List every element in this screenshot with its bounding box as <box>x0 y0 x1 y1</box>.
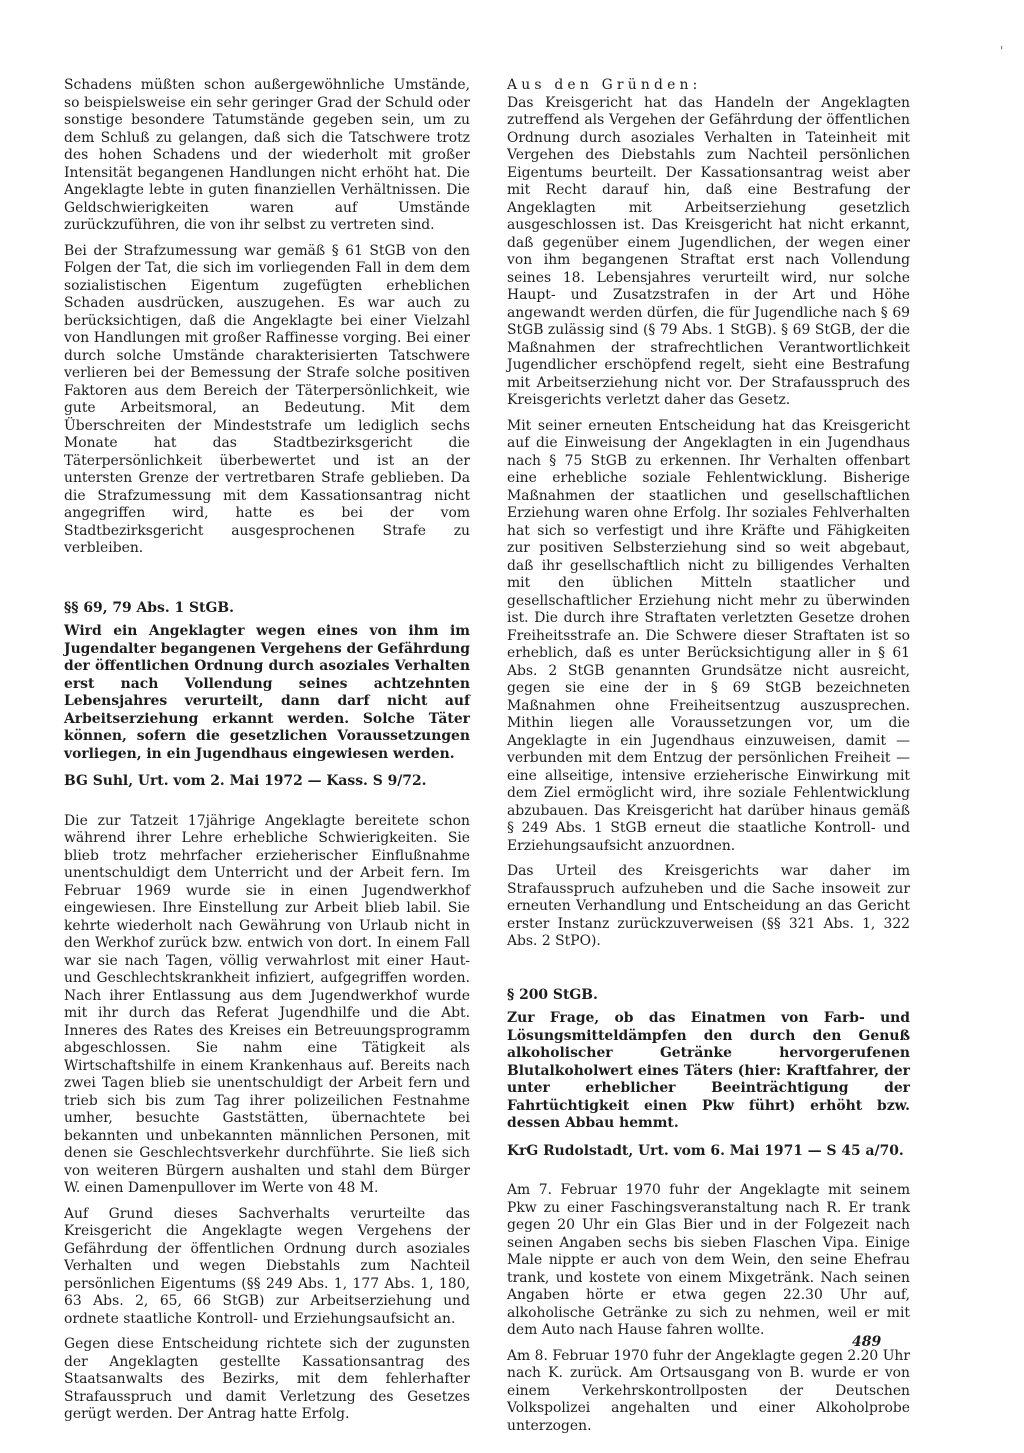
right-column <box>507 77 910 1443</box>
headnote: Wird ein Angeklagter wegen eines von ihm im Jugendalter begangenen Vergehens der Gefährdung der öffentlichen Ordnung durch asoziales Verhalten erst nach Vollendung seines achtzehnten Lebensjahres verurteilt, dann darf nicht auf Arbeitserziehung erkannt werden. Solche Täter können, sofern die gesetzlichen Voraussetzungen vorliegen, in ein Jugendhaus eingewiesen werden. <box>64 623 470 762</box>
paragraph: Mit seiner erneuten Entscheidung hat das Kreisgericht auf die Einweisung der Angeklagten in ein Jugendhaus nach § 75 StGB zu erkennen. Ihr Verhalten offenbart eine erhebliche soziale Fehlentwicklung. Bisherige Maßnahmen der staatlichen und gesellschaftlichen Erziehung waren ohne Erfolg. Ihr soziales Fehlverhalten hat sich so verfestigt und ihre Kräfte und Fähigkeiten zur positiven Selbsterziehung sind so weit abgebaut, daß ihr gesellschaftlich nicht zu billigendes Verhalten mit den üblichen Mitteln staatlicher und gesellschaftlicher Erziehung nicht mehr zu überwinden ist. Die durch ihre Straftaten verletzten Gesetze drohen Freiheitsstrafe an. Die Schwere dieser Straftaten ist so erheblich, daß es unter Berücksichtigung aller in § 61 Abs. 2 StGB genannten Grundsätze nicht ausreicht, gegen sie eine der in § 69 StGB bezeichneten Maßnahmen ohne Freiheitsentzug auszusprechen. Mithin liegen alle Voraussetzungen vor, um die Angeklagte in ein Jugendhaus einzuweisen, damit — verbunden mit dem Entzug der persönlichen Freiheit — eine allseitige, intensive erzieherische Einwirkung mit dem Ziel ermöglicht wird, ihre soziale Fehlentwicklung abzubauen. Das Kreisgericht hat darüber hinaus gemäß § 249 Abs. 1 StGB erneut die staatliche Kontroll- und Erziehungsaufsicht anzuordnen. <box>507 417 910 854</box>
section-heading: Aus den Gründen: <box>507 77 702 93</box>
paragraph: Das Kreisgericht hat das Handeln der Angeklagten zutreffend als Vergehen der Gefährdung der öffentlichen Ordnung durch asoziales Verhalten in Tateinheit mit Vergehen des Diebstahls zum Nachteil persönlichen Eigentums beurteilt. Der Kassationsantrag weist aber mit Recht darauf hin, daß eine Bestrafung der Angeklagten mit Arbeitserziehung gesetzlich ausgeschlossen ist. Das Kreisgericht hat nicht erkannt, daß gegenüber einem Jugendlichen, der wegen einer von ihm begangenen Straftat erst nach Vollendung seines 18. Lebensjahres verurteilt wird, nur solche Haupt- und Zusatzstrafen in der Art und Höhe angewandt werden dürfen, die für Jugendliche nach § 69 StGB zulässig sind (§ 79 Abs. 1 StGB). § 69 StGB, der die Maßnahmen der strafrechtlichen Verantwortlichkeit Jugendlicher erschöpfend regelt, sieht eine Bestrafung mit Arbeitserziehung nicht vor. Der Strafausspruch des Kreisgerichts verletzt daher das Gesetz. <box>507 94 910 408</box>
section-title: § 200 StGB. <box>507 986 598 1003</box>
paragraph: Die zur Tatzeit 17jährige Angeklagte bereitete schon während ihrer Lehre erhebliche Schwierigkeiten. Sie blieb trotz mehrfacher erzieherischer Einflußnahme unentschuldigt dem Unterricht und der Arbeit fern. Im Februar 1969 wurde sie in einen Jugendwerkhof eingewiesen. Ihre Einstellung zur Arbeit blieb labil. Sie kehrte wiederholt nach Gewährung von Urlaub nicht in den Werkhof zurück bzw. entwich von dort. In einem Fall war sie nach Tagen, völlig verwahrlost mit einer Haut- und Geschlechtskrankheit infiziert, aufgegriffen worden. Nach ihrer Entlassung aus dem Jugendwerkhof wurde mit ihr durch das Referat Jugendhilfe und die Abt. Inneres des Rates des Kreises ein Betreuungsprogramm abgeschlossen. Sie nahm eine Tätigkeit als Wirtschaftshilfe in einem Krankenhaus auf. Bereits nach zwei Tagen blieb sie unentschuldigt der Arbeit fern und trieb sich bis zum Tag ihrer polizeilichen Festnahme umher, besuchte Gaststätten, übernachtete bei bekannten und unbekannten männlichen Personen, mit denen sie Geschlechtsverkehr durchführte. Sie ließ sich von weiteren Bürgern aushalten und stahl dem Bürger W. einen Damenpullover im Werte von 48 M. <box>64 812 470 1196</box>
citation: KrG Rudolstadt, Urt. vom 6. Mai 1971 — S 45 a/70. <box>507 1142 904 1159</box>
left-column <box>64 77 470 1432</box>
paragraph: Am 8. Februar 1970 fuhr der Angeklagte gegen 2.20 Uhr nach K. zurück. Am Ortsausgang von B. wurde er von einem Verkehrskontrollposten der Deutschen Volkspolizei angehalten und einer Alkoholprobe unterzogen. <box>507 1347 910 1434</box>
paragraph: Am 7. Februar 1970 fuhr der Angeklagte mit seinem Pkw zu einer Faschingsveranstaltung nach R. Er trank gegen 20 Uhr ein Glas Bier und in der Folgezeit nach seinen Angaben sechs bis sieben Flaschen Vipa. Einige Male nippte er auch von dem Wein, den seine Ehefrau trank, und kostete von einem Mixgetränk. Nach seinen Angaben hörte er etwa gegen 22.30 Uhr auf, alkoholische Getränke zu sich zu nehmen, weil er mit dem Auto nach Hause fahren wollte. <box>507 1182 910 1338</box>
paragraph: Auf Grund dieses Sachverhalts verurteilte das Kreisgericht die Angeklagte wegen Vergehens der Gefährdung der öffentlichen Ordnung durch asoziales Verhalten und wegen Diebstahls zum Nachteil persönlichen Eigentums (§§ 249 Abs. 1, 177 Abs. 1, 180, 63 Abs. 2, 65, 66 StGB) zur Arbeitserziehung und ordnete staatliche Kontroll- und Erziehungsaufsicht an. <box>64 1205 470 1327</box>
paragraph: Das Urteil des Kreisgerichts war daher im Strafausspruch aufzuheben und die Sache insoweit zur erneuten Verhandlung und Entscheidung an das Gericht erster Instanz zurückzuverweisen (§§ 321 Abs. 1, 322 Abs. 2 StPO). <box>507 863 910 949</box>
citation: BG Suhl, Urt. vom 2. Mai 1972 — Kass. S 9/72. <box>64 773 427 789</box>
scan-mark: ' <box>1000 44 1004 58</box>
headnote: Zur Frage, ob das Einatmen von Farb- und Lösungsmitteldämpfen den durch den Genuß alkoholischer Getränke hervorgerufenen Blutalkoholwert eines Täters (hier: Kraftfahrer, der unter erheblicher Beeinträchtigung der Fahrtüchtigkeit einen Pkw führt) erhöht bzw. dessen Abbau hemmt. <box>507 1010 910 1131</box>
page-number: 489 <box>852 1334 882 1350</box>
paragraph: Gegen diese Entscheidung richtete sich der zugunsten der Angeklagten gestellte Kassationsantrag des Staatsanwalts des Bezirks, mit dem fehlerhafter Strafausspruch und damit Verletzung des Gesetzes gerügt werden. Der Antrag hatte Erfolg. <box>64 1336 470 1422</box>
paragraph: Schadens müßten schon außergewöhnliche Umstände, so beispielsweise ein sehr geringer Grad der Schuld oder sonstige besondere Tatumstände gegeben sein, um zu dem Schluß zu gelangen, daß sich die Tatschwere trotz des hohen Schadens und der wiederholt mit großer Intensität begangenen Handlungen nicht erhöht hat. Die Angeklagte lebte in guten finanziellen Verhältnissen. Die Geldschwierigkeiten waren auf Umstände zurückzuführen, die von ihr selbst zu vertreten sind. <box>64 77 470 233</box>
section-title: §§ 69, 79 Abs. 1 StGB. <box>64 599 234 616</box>
paragraph: Bei der Strafzumessung war gemäß § 61 StGB von den Folgen der Tat, die sich im vorliegenden Fall in dem dem sozialistischen Eigentum zugefügten erheblichen Schaden ausdrücken, auszugehen. Es war auch zu berücksichtigen, daß die Angeklagte bei einer Vielzahl von Handlungen mit großer Raffinesse vorging. Bei einer durch solche Umstände charakterisierten Tatschwere verlieren bei der Bemessung der Strafe solche positiven Faktoren aus dem Bereich der Täterpersönlichkeit, wie gute Arbeitsmoral, an Bedeutung. Mit dem Überschreiten der Mindeststrafe um lediglich sechs Monate hat das Stadtbezirksgericht die Täterpersönlichkeit überbewertet und ist an der untersten Grenze der vertretbaren Strafe geblieben. Da die Strafzumessung mit dem Kassationsantrag nicht angegriffen wird, hatte es bei der vom Stadtbezirksgericht ausgesprochenen Strafe zu verbleiben. <box>64 242 470 556</box>
